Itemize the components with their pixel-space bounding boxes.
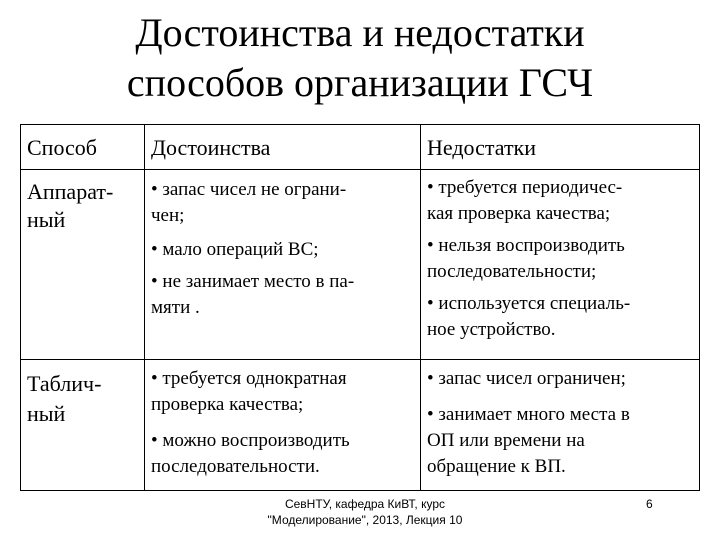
header-divider: [21, 169, 699, 170]
advantages-tabular: [151, 366, 413, 480]
list-item-text: кая проверка качества;: [427, 203, 611, 224]
method-line: Аппарат-: [27, 179, 114, 204]
header-advantages: Достоинства: [151, 135, 271, 160]
slide-footer: [250, 496, 480, 528]
method-line: ный: [27, 401, 66, 426]
list-item-text: • запас чисел не ограни-: [151, 179, 347, 200]
list-item-text: чен;: [151, 205, 185, 226]
column-divider: [420, 125, 421, 490]
footer-line-2: "Моделирование", 2013, Лекция 10: [267, 513, 463, 527]
list-item-text: • мало операций ВС;: [151, 239, 319, 260]
list-item-text: последовательности.: [151, 456, 320, 477]
page-number: 6: [646, 497, 653, 511]
disadvantages-tabular: [427, 366, 689, 480]
list-item-text: • занимает много места в: [427, 404, 630, 425]
title-line-1: Достоинства и недостатки: [135, 10, 585, 55]
method-tabular: [27, 369, 141, 429]
method-line: Таблич-: [27, 371, 102, 396]
list-item-text: проверка качества;: [151, 394, 304, 415]
list-item-text: • используется специаль-: [427, 293, 631, 314]
list-item-text: обращение к ВП.: [427, 456, 566, 477]
disadvantages-hardware: [427, 175, 689, 343]
advantages-hardware: [151, 177, 413, 321]
list-item-text: мяти .: [151, 297, 200, 318]
title-line-2: способов организации ГСЧ: [126, 60, 594, 105]
header-disadvantages: Недостатки: [427, 135, 537, 160]
list-item-text: • не занимает место в па-: [151, 271, 355, 292]
column-divider: [144, 125, 145, 490]
list-item-text: ОП или времени на: [427, 430, 585, 451]
list-item-text: • можно воспроизводить: [151, 430, 350, 451]
list-item-text: • нельзя воспроизводить: [427, 235, 625, 256]
list-item-text: последовательности;: [427, 261, 597, 282]
slide-title: [0, 8, 720, 108]
list-item-text: • требуется однократная: [151, 368, 347, 389]
list-item-text: • запас чисел ограничен;: [427, 368, 626, 389]
footer-line-1: СевНТУ, кафедра КиВТ, курс: [284, 497, 446, 511]
method-line: ный: [27, 207, 66, 232]
header-method: Способ: [27, 135, 97, 160]
row-divider: [21, 359, 699, 360]
list-item-text: • требуется периодичес-: [427, 177, 623, 198]
method-hardware: [27, 178, 141, 234]
comparison-table: [20, 124, 700, 491]
list-item-text: ное устройство.: [427, 319, 556, 340]
